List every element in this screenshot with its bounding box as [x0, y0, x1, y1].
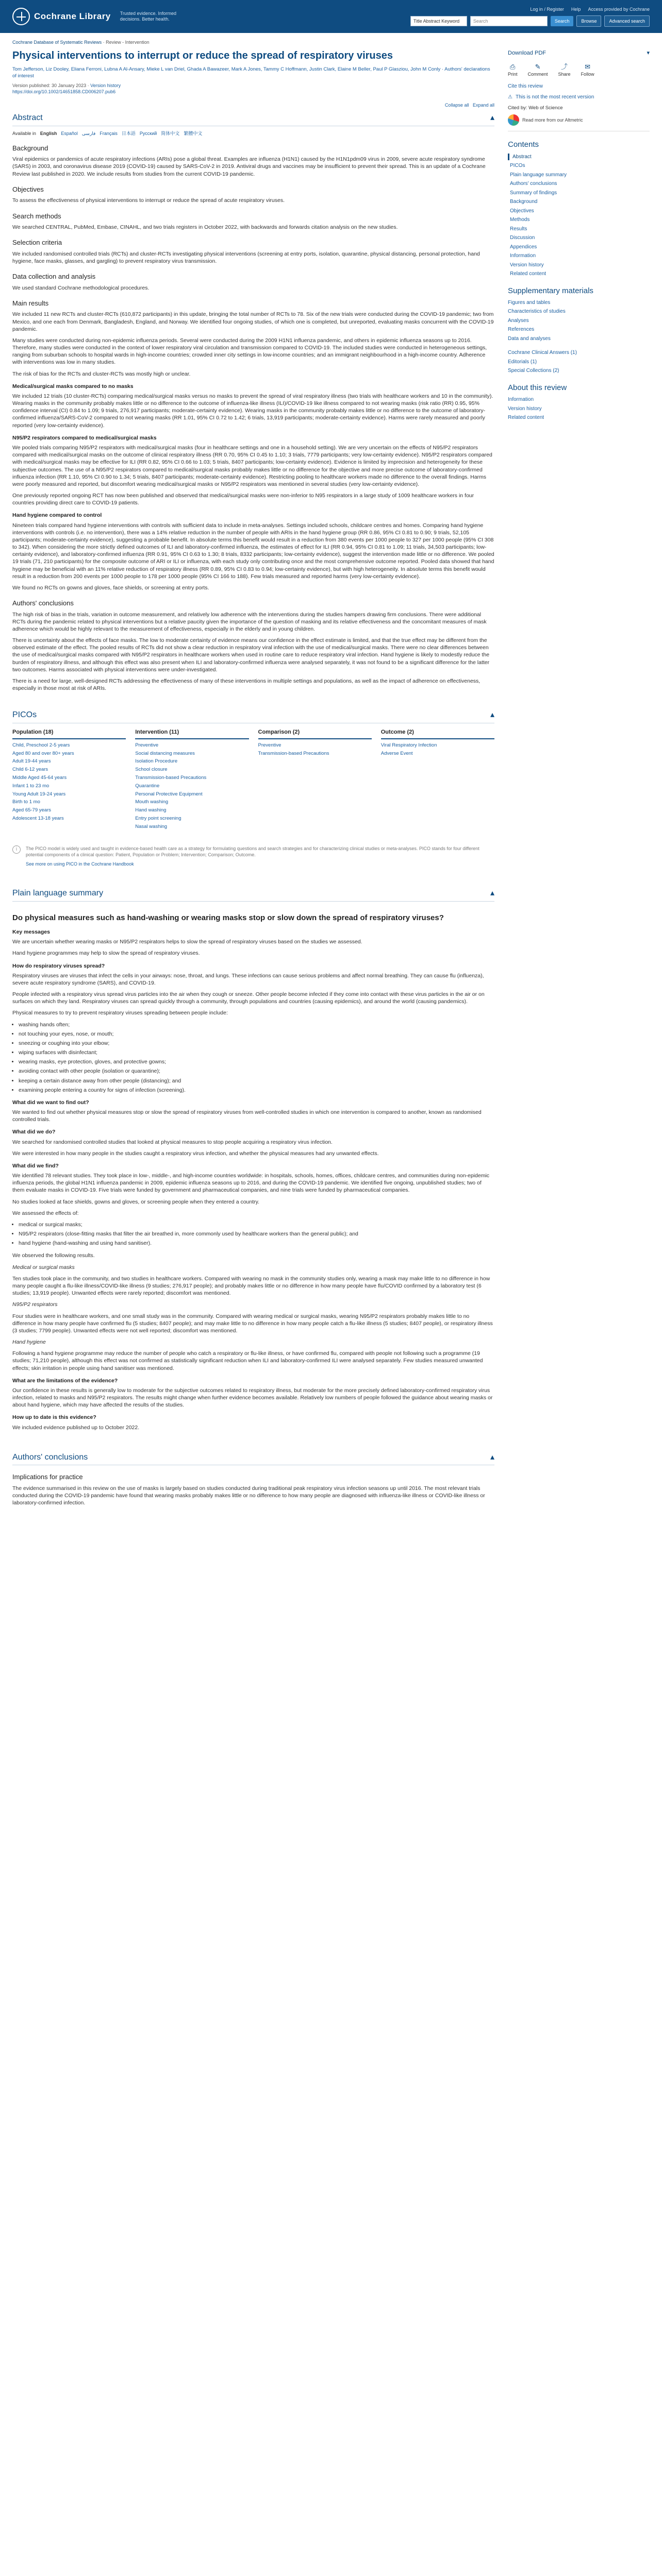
pico-population-heading: Population (18)	[12, 728, 126, 739]
pico-grid	[12, 728, 494, 832]
main-content	[12, 49, 494, 1511]
sidebar	[508, 49, 650, 423]
cite-link[interactable]: Cite this review	[508, 83, 543, 89]
list-item: • not touching your eyes, nose, or mouth;	[19, 1030, 494, 1038]
selection-heading: Selection criteria	[12, 239, 62, 247]
conclusions-title: Authors' conclusions	[12, 1452, 88, 1462]
pico-population	[12, 728, 126, 832]
about-item[interactable]: Related content	[508, 415, 544, 421]
pls-how-text: Physical measures to try to prevent respiratory viruses spreading between people include:	[12, 1010, 228, 1016]
list-item: • N95/P2 respirators (close-fitting masks that filter the air breathed in, more commonly used by healthcare workers than the general public); and	[19, 1230, 494, 1238]
selection-text: We included randomised controlled trials (RCTs) and cluster-RCTs investigating physical interventions (screening at entry ports, isolation, quarantine, physical distancing, personal protection, hand hygiene, face masks, glasses, and gargling) to prevent respiratory virus transmission.	[12, 250, 480, 264]
expand-all-button[interactable]: Expand all	[472, 102, 494, 108]
contents-item[interactable]: PICOs	[510, 163, 525, 169]
supp-item[interactable]: Characteristics of studies	[508, 309, 566, 315]
hand-hygiene-text: Nineteen trials compared hand hygiene interventions with controls with sufficient data to include in meta-analyses. Settings included schools, childcare centres and homes. Comparing hand hygiene interventions with controls (i.e. no intervention), there was a 14% relative reduction in the number of people with ARIs in the hand hygiene group (RR 0.86, 95% CI 0.81 to 0.90; 9 trials, 52,105 participants; moderate-certainty evidence), suggesting a probable benefit. In absolute terms this benefit would result in a reduction from 380 events per 1000 people to 327 per 1000 people (95% CI 308 to 342). When considering the more strictly defined outcomes of ILI and laboratory-confirmed influenza, the estimates of effect for ILI (RR 0.94, 95% CI 0.81 to 1.09; 11 trials, 34,503 participants; low-certainty evidence), and laboratory-confirmed influenza (RR 0.91, 95% CI 0.63 to 1.30; 8 trials, 8332 participants; low-certainty evidence), suggest the intervention made little or no difference. We pooled 19 trials (71, 210 participants) for the composite outcome of ARI or ILI or influenza, with each study only contributing once and the most comprehensive outcome reported. Pooled data showed that hand hygiene may be beneficial with an 11% relative reduction of respiratory illness (RR 0.89, 95% CI 0.83 to 0.94; low-certainty evidence), but with high heterogeneity. In absolute terms this benefit would result in a reduction from 200 events per 1000 people to 178 per 1000 people (95% CI 166 to 188). Few trials measured and reported harms (very low-certainty evidence).	[12, 522, 494, 580]
abstract-title: Abstract	[12, 113, 43, 123]
pico-item[interactable]: Child, Preschool 2-5 years	[12, 742, 70, 748]
comment-label: Comment	[527, 72, 548, 77]
conclusions-heading[interactable]	[12, 1452, 494, 1466]
pls-hand-hygiene-text: Following a hand hygiene programme may reduce the number of people who catch a respiratory or flu-like illness, or have confirmed flu, compared with people not following such a programme (19 studies; 71,210 people), although this effect was not confirmed as statistically significant reduction when ILI and laboratory-confirmed ILI were analysed separately. Few studies measured unwanted effects; skin irritation in people using hand sanitiser was mentioned.	[12, 1350, 483, 1371]
breadcrumb-db[interactable]: Cochrane Database of Systematic Reviews	[12, 40, 102, 45]
contents-item[interactable]: Objectives	[510, 208, 534, 214]
pico-outcome	[381, 728, 494, 832]
pls-do-text: We were interested in how many people in the studies caught a respiratory virus infection, and whether the physical measures had any unwanted effects.	[12, 1150, 379, 1157]
pls-found-text: We identified 78 relevant studies. They took place in low-, middle-, and high-income countries worldwide: in hospitals, schools, homes, offices, childcare centres, and communities during non-epidemic influenza periods, the global H1N1 influenza pandemic in 2009, epidemic influenza seasons up to 2016, and during the COVID-19 pandemic. We identified five ongoing, unpublished studies; two of them evaluate masks in COVID-19. Five trials were funded by government and pharmaceutical companies, and nine trials were funded by pharmaceutical companies.	[12, 1173, 490, 1194]
pico-item[interactable]: Social distancing measures	[135, 750, 195, 756]
hand-hygiene-heading: Hand hygiene compared to control	[12, 512, 102, 519]
logo-text: Cochrane Library	[34, 11, 111, 22]
pico-note-text: The PICO model is widely used and taught in evidence-based health care as a strategy for formulating questions and search strategies and for characterizing clinical studies or meta-analyses. PICO stands for four different potential components of a clinical question: Patient, Population or Problem; Intervention; Comparison; Outcome.	[26, 845, 479, 857]
pico-handbook-link[interactable]: See more on using PICO in the Cochrane Handbook	[26, 861, 134, 867]
header-right	[410, 6, 650, 26]
pico-note-body	[26, 845, 494, 867]
conclusion-paragraph: There is a need for large, well-designed RCTs addressing the effectiveness of many of these interventions in multiple settings and populations, as well as the impact of adherence on effectiveness, especially in those most at risk of ARIs.	[12, 678, 481, 692]
pls-title: Plain language summary	[12, 889, 104, 898]
chevron-up-icon[interactable]: ▴	[490, 1452, 494, 1462]
search-methods-text: We searched CENTRAL, PubMed, Embase, CINAHL, and two trials registers in October 2022, with backwards and forwards citation analysis on the new studies.	[12, 224, 398, 231]
lang-russian[interactable]: Русский	[139, 130, 157, 136]
pls-date-heading: How up to date is this evidence?	[12, 1414, 96, 1421]
chevron-up-icon[interactable]: ▴	[490, 113, 494, 123]
contents-item[interactable]: Related content	[510, 271, 547, 277]
action-icons	[508, 62, 650, 78]
pico-item[interactable]: School closure	[135, 767, 168, 773]
list-item: • avoiding contact with other people (isolation or quarantine);	[19, 1067, 494, 1075]
pls-respirators-text: Four studies were in healthcare workers, and one small study was in the community. Compared with wearing medical or surgical masks, wearing N95/P2 respirators probably makes little to no difference in how many people have confirmed flu (5 studies; 8407 people); and may make little to no difference in how many people catch a flu-like illness (5 studies; 8407 people), or respiratory illness (3 studies; 7799 people). Unwanted effects were not well reported; discomfort was mentioned.	[12, 1313, 493, 1334]
pico-item[interactable]: Adverse Event	[380, 750, 413, 756]
version-date: Version published: 30 January 2023	[12, 82, 87, 88]
contents-item[interactable]: Abstract	[508, 154, 650, 161]
search-methods-heading: Search methods	[12, 212, 61, 220]
pls-key-text: Hand hygiene programmes may help to slow the spread of respiratory viruses.	[12, 950, 200, 957]
masks-text: We included 12 trials (10 cluster-RCTs) comparing medical/surgical masks versus no masks to prevent the spread of viral respiratory illness (two trials with healthcare workers and 10 in the community). Wearing masks in the community probably makes little or no difference to the outcome of influenza-like illness (ILI)/COVID-19 like illness compared to not wearing masks (risk ratio (RR) 0.95, 95% confidence interval (CI) 0.84 to 1.09; 9 trials, 276,917 participants; moderate-certainty evidence). Wearing masks in the community probably makes little or no difference to the outcome of laboratory-confirmed influenza/SARS-CoV-2 compared to not wearing masks (RR 1.01, 95% CI 0.72 to 1.42; 6 trials, 13,919 participants; moderate-certainty evidence). Harms were rarely measured and poorly reported (very low-certainty evidence).	[12, 393, 493, 429]
related-list	[508, 349, 650, 375]
pls-found-text: No studies looked at face shields, gowns and gloves, or screening people when they entered a country.	[12, 1198, 260, 1205]
contents-item[interactable]: Discussion	[510, 235, 535, 241]
collapse-all-button[interactable]: Collapse all	[444, 102, 469, 108]
pls-how-text: Respiratory viruses are viruses that infect the cells in your airways: nose, throat, and lungs. These infections can cause serious problems and affect normal breathing. They can cause flu (influenza), severe acute respiratory syndrome (SARS), and COVID-19.	[12, 972, 484, 986]
contents-item[interactable]: Plain language summary	[510, 172, 567, 178]
pico-item[interactable]: Child 6-12 years	[12, 767, 48, 773]
print-label: Print	[508, 72, 518, 77]
pico-item[interactable]: Transmission-based Precautions	[135, 775, 207, 781]
share-icon: ⤴	[561, 62, 568, 71]
contents-item[interactable]: Results	[510, 226, 527, 232]
pico-item[interactable]: Infant 1 to 23 mo	[12, 783, 49, 789]
breadcrumb-type: Review - Intervention	[106, 40, 150, 45]
contents-item[interactable]: Information	[510, 253, 536, 259]
contents-heading: Contents	[508, 140, 539, 149]
about-heading: About this review	[508, 383, 567, 392]
pls-limitations-text: Our confidence in these results is generally low to moderate for the subjective outcomes related to respiratory illness, but moderate for the more precisely defined laboratory-confirmed respiratory virus infection, related to masks and N95/P2 respirators. The results might change when further evidence becomes available. Relatively low numbers of people followed the guidance about wearing masks or about hand hygiene, which may have affected the results of the studies.	[12, 1387, 493, 1409]
print-button[interactable]	[508, 62, 518, 78]
picos-heading[interactable]	[12, 709, 494, 723]
contents-item[interactable]: Background	[510, 199, 538, 205]
pico-item[interactable]: Nasal washing	[135, 823, 168, 829]
lang-chinese-traditional[interactable]: 繁體中文	[184, 130, 203, 136]
share-label: Share	[558, 72, 571, 77]
warning-icon: ⚠	[508, 94, 512, 100]
pls-found-text: We assessed the effects of:	[12, 1210, 79, 1216]
n95-text-2: One previously reported ongoing RCT has now been published and observed that medical/surgical masks were non-inferior to N95 respirators in a large study of 1009 healthcare workers in four countries providing direct care to COVID-19 patients.	[12, 493, 474, 506]
info-icon: i	[12, 845, 21, 854]
contents-item[interactable]: Version history	[510, 262, 544, 268]
list-item: • washing hands often;	[19, 1021, 494, 1028]
pico-item[interactable]: Young Adult 19-24 years	[12, 791, 66, 797]
pico-item[interactable]: Entry point screening	[135, 816, 181, 822]
comment-icon: ✎	[535, 62, 541, 71]
altmetric-badge-icon	[508, 114, 519, 126]
pls-limitations-heading: What are the limitations of the evidence?	[12, 1377, 118, 1384]
comment-button[interactable]	[528, 62, 548, 78]
follow-label: Follow	[581, 72, 594, 77]
pico-item[interactable]: Isolation Procedure	[135, 758, 178, 765]
lang-farsi[interactable]: فارسی	[81, 130, 96, 136]
help-link[interactable]: Help	[571, 7, 581, 12]
language-selector	[12, 130, 494, 137]
n95-text: We pooled trials comparing N95/P2 respirators with medical/surgical masks (four in healthcare settings and one in a household setting). We are very uncertain on the effects of N95/P2 respirators compared with medical/surgical masks on the outcome of clinical respiratory illness (RR 0.70, 95% CI 0.45 to 1.10; 3 trials, 7779 participants; very low-certainty evidence). N95/P2 respirators compared with medical/surgical masks may be effective for ILI (RR 0.82, 95% CI 0.66 to 1.03; 5 trials, 8407 participants; low-certainty evidence). Evidence is limited by imprecision and heterogeneity for these subjective outcomes. The use of a N95/P2 respirators compared to medical/surgical masks probably makes little or no difference for the objective and more precise outcome of laboratory-confirmed influenza infection (RR 1.10, 95% CI 0.90 to 1.34; 5 trials, 8407 participants; moderate-certainty evidence). Restricting pooling to healthcare workers made no difference to the overall findings. Harms were poorly measured and reported, but discomfort wearing medical/surgical masks or N95/P2 respirators was mentioned in several studies (very low-certainty evidence).	[12, 444, 492, 487]
search-row	[410, 15, 650, 27]
pls-key-heading: Key messages	[12, 928, 50, 935]
lang-espanol[interactable]: Español	[61, 130, 78, 136]
supplementary-heading: Supplementary materials	[508, 286, 593, 295]
assessed-list	[19, 1221, 494, 1247]
pls-hand-hygiene-heading: Hand hygiene	[12, 1339, 46, 1346]
pico-item[interactable]: Adolescent 13-18 years	[12, 816, 64, 822]
chevron-up-icon[interactable]: ▴	[490, 710, 494, 720]
supp-item[interactable]: Figures and tables	[508, 299, 551, 306]
list-item: • hand hygiene (hand-washing and using hand sanitiser).	[19, 1240, 494, 1247]
pico-outcome-heading: Outcome (2)	[381, 728, 494, 739]
results-paragraph: The risk of bias for the RCTs and cluster-RCTs was mostly high or unclear.	[12, 370, 191, 377]
conclusion-paragraph: The high risk of bias in the trials, variation in outcome measurement, and relatively low adherence with the interventions during the studies hampers drawing firm conclusions. There were additional RCTs during the pandemic related to physical interventions but a relative paucity given the importance of the question of masking and its relative effectiveness and the concomitant measures of mask adherence which would be highly relevant to the measurement of effectiveness, especially in the elderly and in young children.	[12, 611, 487, 632]
cochrane-logo[interactable]	[12, 8, 111, 25]
pico-item[interactable]: Mouth washing	[135, 799, 169, 805]
altmetric-widget[interactable]	[508, 114, 650, 126]
contents-item[interactable]: Summary of findings	[510, 190, 557, 196]
abstract-heading[interactable]	[12, 112, 494, 126]
authors[interactable]: Tom Jefferson, Liz Dooley, Eliana Ferroni, Lubna A Al-Ansary, Mieke L van Driel, Ghada A Bawazeer, Mark A Jones, Tammy C Hoffmann, Justin Clark, Elaine M Beller, Paul P Glasziou, John M Conly	[12, 66, 441, 72]
version-history-link[interactable]: Version history	[90, 82, 121, 88]
breadcrumb: Cochrane Database of Systematic Reviews · Review - Intervention	[12, 40, 150, 45]
pico-info	[12, 845, 494, 867]
pico-item[interactable]: Personal Protective Equipment	[135, 791, 203, 797]
pico-item[interactable]: Quarantine	[135, 783, 160, 789]
list-item: • examining people entering a country for signs of infection (screening).	[19, 1087, 494, 1094]
pls-how-heading: How do respiratory viruses spread?	[12, 962, 105, 969]
pico-item[interactable]: Hand washing	[135, 807, 167, 814]
cited-by[interactable]: Cited by: Web of Science	[508, 105, 563, 111]
pico-intervention	[135, 728, 249, 832]
lang-japanese[interactable]: 日本語	[121, 130, 136, 136]
supp-item[interactable]: References	[508, 327, 535, 333]
pls-find-text: We wanted to find out whether physical measures stop or slow the spread of respiratory viruses from well-controlled studies in which one intervention is compared to another, known as randomised controlled trials.	[12, 1109, 482, 1123]
supplementary-list	[508, 299, 650, 343]
cochrane-logo-icon	[12, 8, 30, 25]
version-note-text: This is not the most recent version	[515, 94, 594, 100]
pls-key-text: We are uncertain whether wearing masks or N95/P2 respirators helps to slow the spread of respiratory viruses based on the studies we assessed.	[12, 939, 362, 945]
pls-masks-text: Ten studies took place in the community, and two studies in healthcare workers. Compared with wearing no mask in the community studies only, wearing a mask may make little to no difference in how many people caught a flu-like illness/COVID-like illness (9 studies; 276,917 people); and probably makes little or no difference in how many people have flu/COVID confirmed by a laboratory test (6 studies; 13,919 people). Unwanted effects were rarely reported; discomfort was mentioned.	[12, 1275, 490, 1297]
lang-chinese-simplified[interactable]: 简体中文	[161, 130, 180, 136]
data-collection-text: We used standard Cochrane methodological procedures.	[12, 284, 150, 291]
advanced-search-button[interactable]: Advanced search	[604, 15, 650, 27]
tagline: Trusted evidence. Informed decisions. Better health.	[120, 10, 176, 22]
pico-item[interactable]: Preventive	[258, 742, 282, 748]
pico-item[interactable]: Aged 65-79 years	[12, 807, 51, 814]
supp-item[interactable]: Data and analyses	[508, 335, 551, 342]
about-item[interactable]: Version history	[508, 405, 542, 412]
contents-item[interactable]: Authors' conclusions	[510, 181, 557, 187]
list-item: • medical or surgical masks;	[19, 1221, 494, 1228]
implications-heading: Implications for practice	[12, 1473, 83, 1481]
contents-item[interactable]: Methods	[510, 217, 530, 223]
list-item: • keeping a certain distance away from other people (distancing); and	[19, 1077, 494, 1084]
authors-conclusions-heading: Authors' conclusions	[12, 599, 74, 607]
search-button[interactable]: Search	[551, 16, 574, 26]
share-button[interactable]	[558, 62, 571, 78]
browse-button[interactable]: Browse	[576, 15, 601, 27]
version-info: Version published: 30 January 2023 · Version history https://doi.org/10.1002/14651858.CD006207.pub6	[12, 82, 494, 95]
implications-text: The evidence summarised in this review on the use of masks is largely based on studies conducted during traditional peak respiratory virus infection seasons up until 2016. The most relevant trials conducted during the COVID-19 pandemic have found that wearing masks probably makes little or no difference to how many people are diagnosed with influenza-like illness or COVID-like illness or laboratory-confirmed infection.	[12, 1485, 485, 1506]
pls-do-heading: What did we do?	[12, 1129, 56, 1136]
login-link[interactable]: Log in / Register	[530, 7, 564, 12]
supp-item[interactable]: Analyses	[508, 317, 529, 324]
pico-comparison	[258, 728, 372, 832]
conclusion-paragraph: There is uncertainty about the effects of face masks. The low to moderate certainty of evidence means our confidence in the effect estimate is limited, and that the true effect may be different from the observed estimate of the effect. The pooled results of RCTs did not show a clear reduction in respiratory viral infection with the use of medical/surgical masks. There were no clear differences between the use of medical/surgical masks compared with N95/P2 respirators in healthcare workers when used in routine care to reduce respiratory viral infection. Hand hygiene is likely to modestly reduce the burden of respiratory illness, and although this effect was also present when ILI and laboratory-confirmed influenza were analysed separately, it was not found to be a significant difference for the latter two outcomes. Harms associated with physical interventions were under-investigated.	[12, 637, 490, 673]
pls-respirators-heading: N95/P2 respirators	[12, 1301, 58, 1308]
declarations-link[interactable]: Authors' declarations of interest	[12, 66, 490, 79]
print-icon: ⎙	[510, 62, 516, 71]
about-item[interactable]: Information	[508, 397, 534, 403]
pls-find-heading: What did we want to find out?	[12, 1099, 89, 1106]
follow-button[interactable]	[581, 62, 594, 78]
background-heading: Background	[12, 144, 48, 152]
download-pdf-button[interactable]	[508, 49, 650, 57]
about-list	[508, 396, 650, 421]
data-collection-heading: Data collection and analysis	[12, 273, 96, 281]
site-header	[0, 0, 662, 33]
pico-item[interactable]: Middle Aged 45-64 years	[12, 775, 67, 781]
list-item: • wearing masks, eye protection, gloves, and protective gowns;	[19, 1058, 494, 1065]
picos-title: PICOs	[12, 710, 37, 720]
n95-heading: N95/P2 respirators compared to medical/surgical masks	[12, 434, 157, 441]
objectives-heading: Objectives	[12, 185, 44, 193]
pico-item[interactable]: Preventive	[135, 742, 159, 748]
collapse-expand	[12, 102, 494, 108]
related-item[interactable]: Editorials (1)	[508, 359, 537, 365]
page-title: Physical interventions to interrupt or reduce the spread of respiratory viruses	[12, 50, 393, 61]
list-item: • wiping surfaces with disinfectant;	[19, 1049, 494, 1056]
lang-francais[interactable]: Français	[100, 130, 118, 136]
bell-icon: ✉	[585, 62, 591, 71]
objectives-text: To assess the effectiveness of physical interventions to interrupt or reduce the spread of acute respiratory viruses.	[12, 197, 285, 204]
chevron-down-icon: ▾	[647, 50, 650, 56]
related-item[interactable]: Special Collections (2)	[508, 368, 559, 374]
other-interventions-text: We found no RCTs on gowns and gloves, face shields, or screening at entry ports.	[12, 584, 209, 591]
pls-masks-heading: Medical or surgical masks	[12, 1264, 75, 1270]
pico-item[interactable]: Viral Respiratory Infection	[380, 742, 437, 748]
access-info: Access provided by Cochrane	[588, 7, 650, 12]
search-scope-select[interactable]: Title Abstract Keyword	[410, 16, 467, 26]
pico-item[interactable]: Adult 19-44 years	[12, 758, 51, 765]
download-pdf-label: Download PDF	[508, 50, 546, 56]
measures-list	[19, 1021, 494, 1094]
pico-item[interactable]: Birth to 1 mo	[12, 799, 40, 805]
pico-intervention-heading: Intervention (11)	[135, 728, 249, 739]
version-note[interactable]	[508, 94, 650, 101]
results-paragraph: We included 11 new RCTs and cluster-RCTs (610,872 participants) in this update, bringing the total number of RCTs to 78. Six of the new trials were conducted during the COVID-19 pandemic; two from Mexico, and one each from Denmark, Bangladesh, England, and Norway. We identified four ongoing studies, of which one is completed, but unreported, evaluating masks concurrent with the COVID-19 pandemic.	[12, 311, 494, 332]
authors-list: Tom Jefferson, Liz Dooley, Eliana Ferroni, Lubna A Al-Ansary, Mieke L van Driel, Ghada A Bawazeer, Mark A Jones, Tammy C Hoffmann, Justin Clark, Elaine M Beller, Paul P Glasziou, John M Conly · Authors' declarations of interest	[12, 66, 490, 79]
contents-item[interactable]: Appendices	[510, 244, 537, 250]
pls-do-text: We searched for randomised controlled studies that looked at physical measures to stop people acquiring a respiratory virus infection.	[12, 1139, 333, 1145]
list-item: • sneezing or coughing into your elbow;	[19, 1040, 494, 1047]
altmetric-text: Read more from our Altmetric	[522, 117, 583, 123]
pls-found-heading: What did we find?	[12, 1162, 59, 1169]
related-item[interactable]: Cochrane Clinical Answers (1)	[508, 350, 577, 356]
background-text: Viral epidemics or pandemics of acute respiratory infections (ARIs) pose a global threat. Examples are influenza (H1N1) caused by the H1N1pdm09 virus in 2009, severe acute respiratory syndrome (SARS) in 2003, and coronavirus disease 2019 (COVID-19) caused by SARS-CoV-2 in 2019. Antiviral drugs and vaccines may be insufficient to prevent their spread. This is an update of a Cochrane Review last published in 2020. We include results from studies from the current COVID-19 pandemic.	[12, 156, 486, 177]
header-links	[530, 6, 650, 12]
masks-heading: Medical/surgical masks compared to no masks	[12, 383, 134, 389]
search-input[interactable]: Search	[470, 16, 548, 26]
pls-heading[interactable]	[12, 888, 494, 902]
sidebar-actions	[508, 49, 650, 131]
pls-date-text: We included evidence published up to October 2022.	[12, 1424, 140, 1431]
doi-link[interactable]: https://doi.org/10.1002/14651858.CD006207.pub6	[12, 89, 116, 94]
contents-list	[508, 154, 650, 278]
pls-how-text: People infected with a respiratory virus spread virus particles into the air when they cough or sneeze. Other people become infected if they come into contact with these virus particles in the air or on surfaces on which they land. Respiratory viruses can spread quickly through a community, through populations and countries (causing epidemics), and around the world (causing pandemics).	[12, 991, 485, 1005]
pls-question: Do physical measures such as hand-washing or wearing masks stop or slow down the spread of respiratory viruses?	[12, 913, 444, 922]
lang-label: Available in	[12, 130, 36, 136]
pico-item[interactable]: Aged 80 and over 80+ years	[12, 750, 74, 756]
lang-english[interactable]: English	[40, 130, 57, 136]
pico-comparison-heading: Comparison (2)	[258, 728, 372, 739]
results-paragraph: Many studies were conducted during non-epidemic influenza periods. Several were conducted during the 2009 H1N1 influenza pandemic, and others in epidemic influenza seasons up to 2016. Therefore, many studies were conducted in the context of lower respiratory viral circulation and transmission compared to COVID-19. The included studies were conducted in heterogeneous settings, ranging from suburban schools to hospital wards in high-income countries; crowded inner city settings in low-income countries; and an immigrant neighbourhood in a high-income country. Adherence with interventions was low in many studies.	[12, 337, 487, 366]
main-results-heading: Main results	[12, 299, 49, 307]
pls-observed-text: We observed the following results.	[12, 1252, 95, 1259]
chevron-up-icon[interactable]: ▴	[490, 889, 494, 898]
pico-item[interactable]: Transmission-based Precautions	[258, 750, 329, 756]
